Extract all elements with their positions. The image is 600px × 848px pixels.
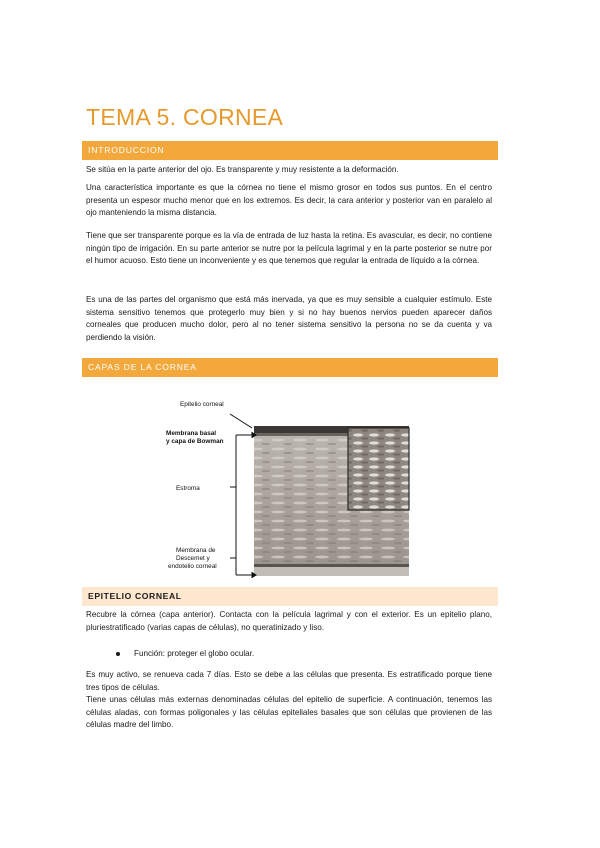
label-membrana-basal: Membrana basal <box>166 430 217 437</box>
intro-paragraph-1: Se sitúa en la parte anterior del ojo. Es transparente y muy resistente a la deformación. <box>86 165 399 174</box>
label-capa-bowman: y capa de Bowman <box>166 438 224 445</box>
label-epitelio-corneal: Epitelio corneal <box>180 401 224 408</box>
page-title: TEMA 5. CORNEA <box>86 104 284 130</box>
list-item <box>116 648 254 660</box>
epitelio-paragraph-2: Es muy activo, se renueva cada 7 días. Esto se debe a las células que presenta. Es estratificado porque tiene tres tipos de células. <box>86 670 492 692</box>
zoom-inset <box>348 428 409 510</box>
intro-paragraph-2: Una característica importante es que la córnea no tiene el mismo grosor en todos sus puntos. En el centro presenta un espesor mucho menor que en los extremos. Es decir, la cara anterior y posterior van en paralelo al ojo manteniendo la misma distancia. <box>86 183 492 218</box>
intro-paragraph-4: Es una de las partes del organismo que está más inervada, ya que es muy sensible a cualquier estímulo. Este sistema sensitivo tenemos que protegerlo muy bien y si no hay buenos nervios pueden aparecer daños corneales que producen mucho dolor, pero al no tener sistema sensitivo la persona no se da cuenta y va perdiendo la visión. <box>86 295 492 342</box>
section-header-capas: CAPAS DE LA CORNEA <box>82 358 498 377</box>
label-leader-lines <box>230 414 256 578</box>
bullet-text: Función: proteger el globo ocular. <box>134 649 255 658</box>
intro-paragraph-3: Tiene que ser transparente porque es la vía de entrada de luz hasta la retina. Es avascular, es decir, no contiene ningún tipo de irrigación. En su parte anterior se nutre por la película lagrimal y en la parte posterior se nutre por el humor acuoso. Esto tiene un inconveniente y es que tenemos que regular la entrada de líquido a la córnea. <box>86 231 492 266</box>
label-membrana-de: Membrana de <box>176 547 216 554</box>
label-descemet: Descemet y <box>176 555 210 562</box>
epitelio-paragraph-1: Recubre la córnea (capa anterior). Contacta con la película lagrimal y con el exterior. Es un epitelio plano, pluriestratificado (varias capas de células), no queratinizado y liso. <box>86 610 492 632</box>
bullet-icon <box>116 652 120 656</box>
label-estroma: Estroma <box>176 485 200 492</box>
section-header-epitelio: EPITELIO CORNEAL <box>82 587 498 606</box>
section-header-introduccion: INTRODUCCION <box>82 141 498 160</box>
label-endotelio-corneal: endotelio corneal <box>168 563 217 570</box>
epitelio-paragraph-3: Tiene unas células más externas denominadas células del epitelio de superficie. A continuación, tenemos las células aladas, con formas poligonales y las células epiteliales basales que son células que provienen de las células madre del limbo. <box>86 695 492 730</box>
cornea-layers-figure <box>160 392 410 578</box>
